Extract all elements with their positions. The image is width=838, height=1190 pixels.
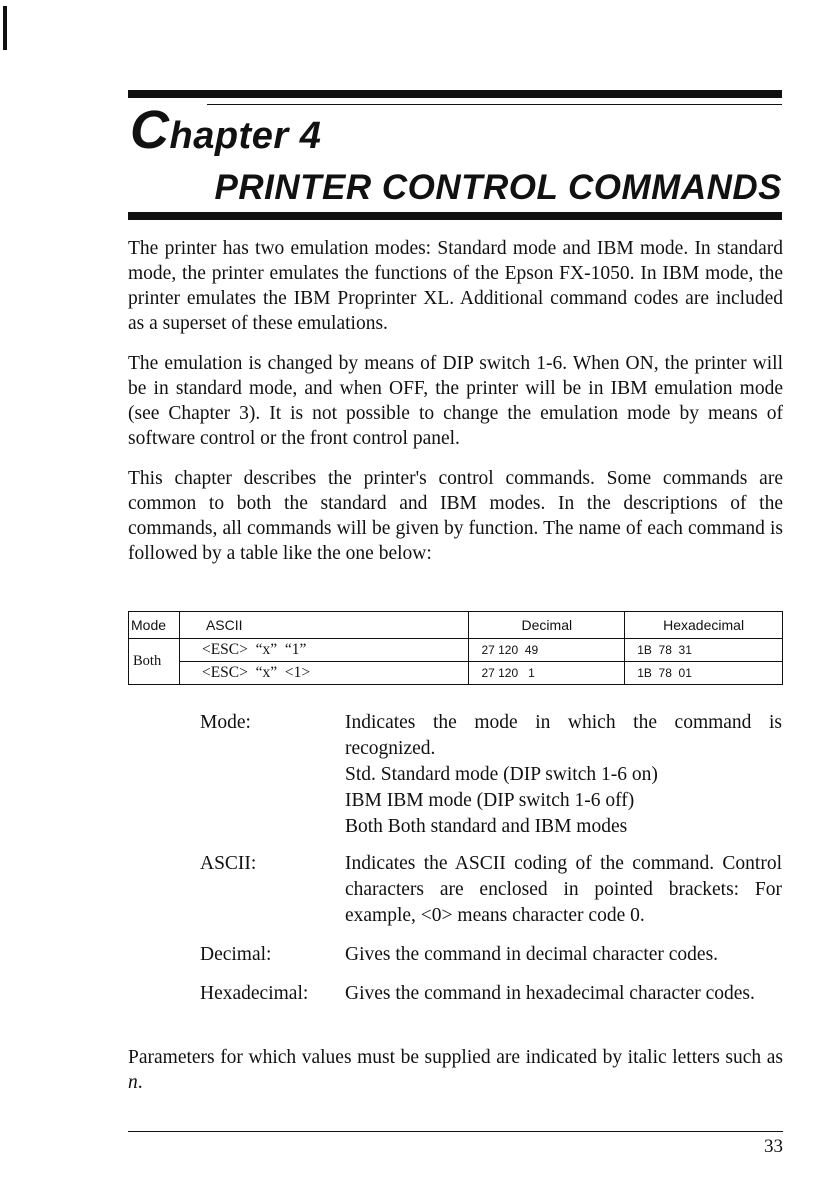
heading-top-rule: [128, 90, 782, 98]
header-mode: Mode: [129, 612, 180, 639]
mode-option-both: Both Both standard and IBM modes: [345, 816, 628, 837]
ascii-cell: <ESC> “x” <1>: [179, 662, 469, 685]
chapter-title: [130, 100, 322, 160]
header-hexadecimal: Hexadecimal: [625, 612, 783, 639]
decimal-cell: 27 120 1: [469, 662, 625, 685]
hex-cell: 1B 78 01: [625, 662, 783, 685]
paragraph-emulation-modes: The printer has two emulation modes: Standard mode and IBM mode. In standard mode, the printer emulates the functions of the Epson FX-1050. In IBM mode, the printer emulates the IBM Proprinter XL. Additional command codes are included as a superset of these emulations.: [128, 238, 783, 334]
command-table: [128, 611, 783, 685]
parameters-end: .: [137, 1072, 143, 1093]
desc-mode-text: Indicates the mode in which the command is recognized.: [345, 712, 782, 759]
mode-option-ibm: IBM IBM mode (DIP switch 1-6 off): [345, 790, 635, 811]
term-decimal: Decimal:: [200, 944, 272, 965]
header-decimal: Decimal: [469, 612, 625, 639]
table-header-row: [129, 612, 783, 639]
chapter-title-rest: hapter 4: [169, 115, 322, 157]
mode-option-std: Std. Standard mode (DIP switch 1-6 on): [345, 764, 658, 785]
paragraph-dip-switch: The emulation is changed by means of DIP switch 1-6. When ON, the printer will be in standard mode, and when OFF, the printer will be in IBM emulation mode (see Chapter 3). It is not possible to change the emulation mode by means of software control or the front control panel.: [128, 353, 783, 449]
mode-cell: Both: [129, 639, 180, 685]
heading-bottom-rule: [128, 212, 782, 220]
parameters-text: Parameters for which values must be supplied are indicated by italic letters such as: [128, 1047, 783, 1068]
decimal-cell: 27 120 49: [469, 639, 625, 662]
ascii-cell: <ESC> “x” “1”: [179, 639, 469, 662]
term-mode: Mode:: [200, 712, 251, 733]
chapter-subtitle: PRINTER CONTROL COMMANDS: [214, 168, 782, 207]
table-row: [129, 639, 783, 662]
footer-rule: [128, 1131, 783, 1132]
parameter-example: n: [128, 1072, 138, 1093]
paragraph-parameters: [128, 1045, 783, 1095]
desc-ascii: Indicates the ASCII coding of the command. Control characters are enclosed in pointed brackets: For example, <0> means character code 0.: [345, 853, 782, 926]
hex-cell: 1B 78 31: [625, 639, 783, 662]
margin-mark: [3, 6, 7, 50]
paragraph-command-format: This chapter describes the printer's control commands. Some commands are common to both the standard and IBM modes. In the descriptions of the commands, all commands will be given by function. The name of each command is followed by a table like the one below:: [128, 468, 783, 564]
table-row: [129, 662, 783, 685]
term-ascii: ASCII:: [200, 853, 257, 874]
header-ascii: ASCII: [179, 612, 469, 639]
term-hexadecimal: Hexadecimal:: [200, 983, 309, 1004]
desc-decimal: Gives the command in decimal character codes.: [345, 944, 719, 965]
desc-mode: [345, 710, 782, 840]
chapter-title-initial: C: [130, 100, 170, 160]
page-number: 33: [764, 1136, 783, 1157]
desc-hexadecimal: Gives the command in hexadecimal character codes.: [345, 983, 755, 1004]
